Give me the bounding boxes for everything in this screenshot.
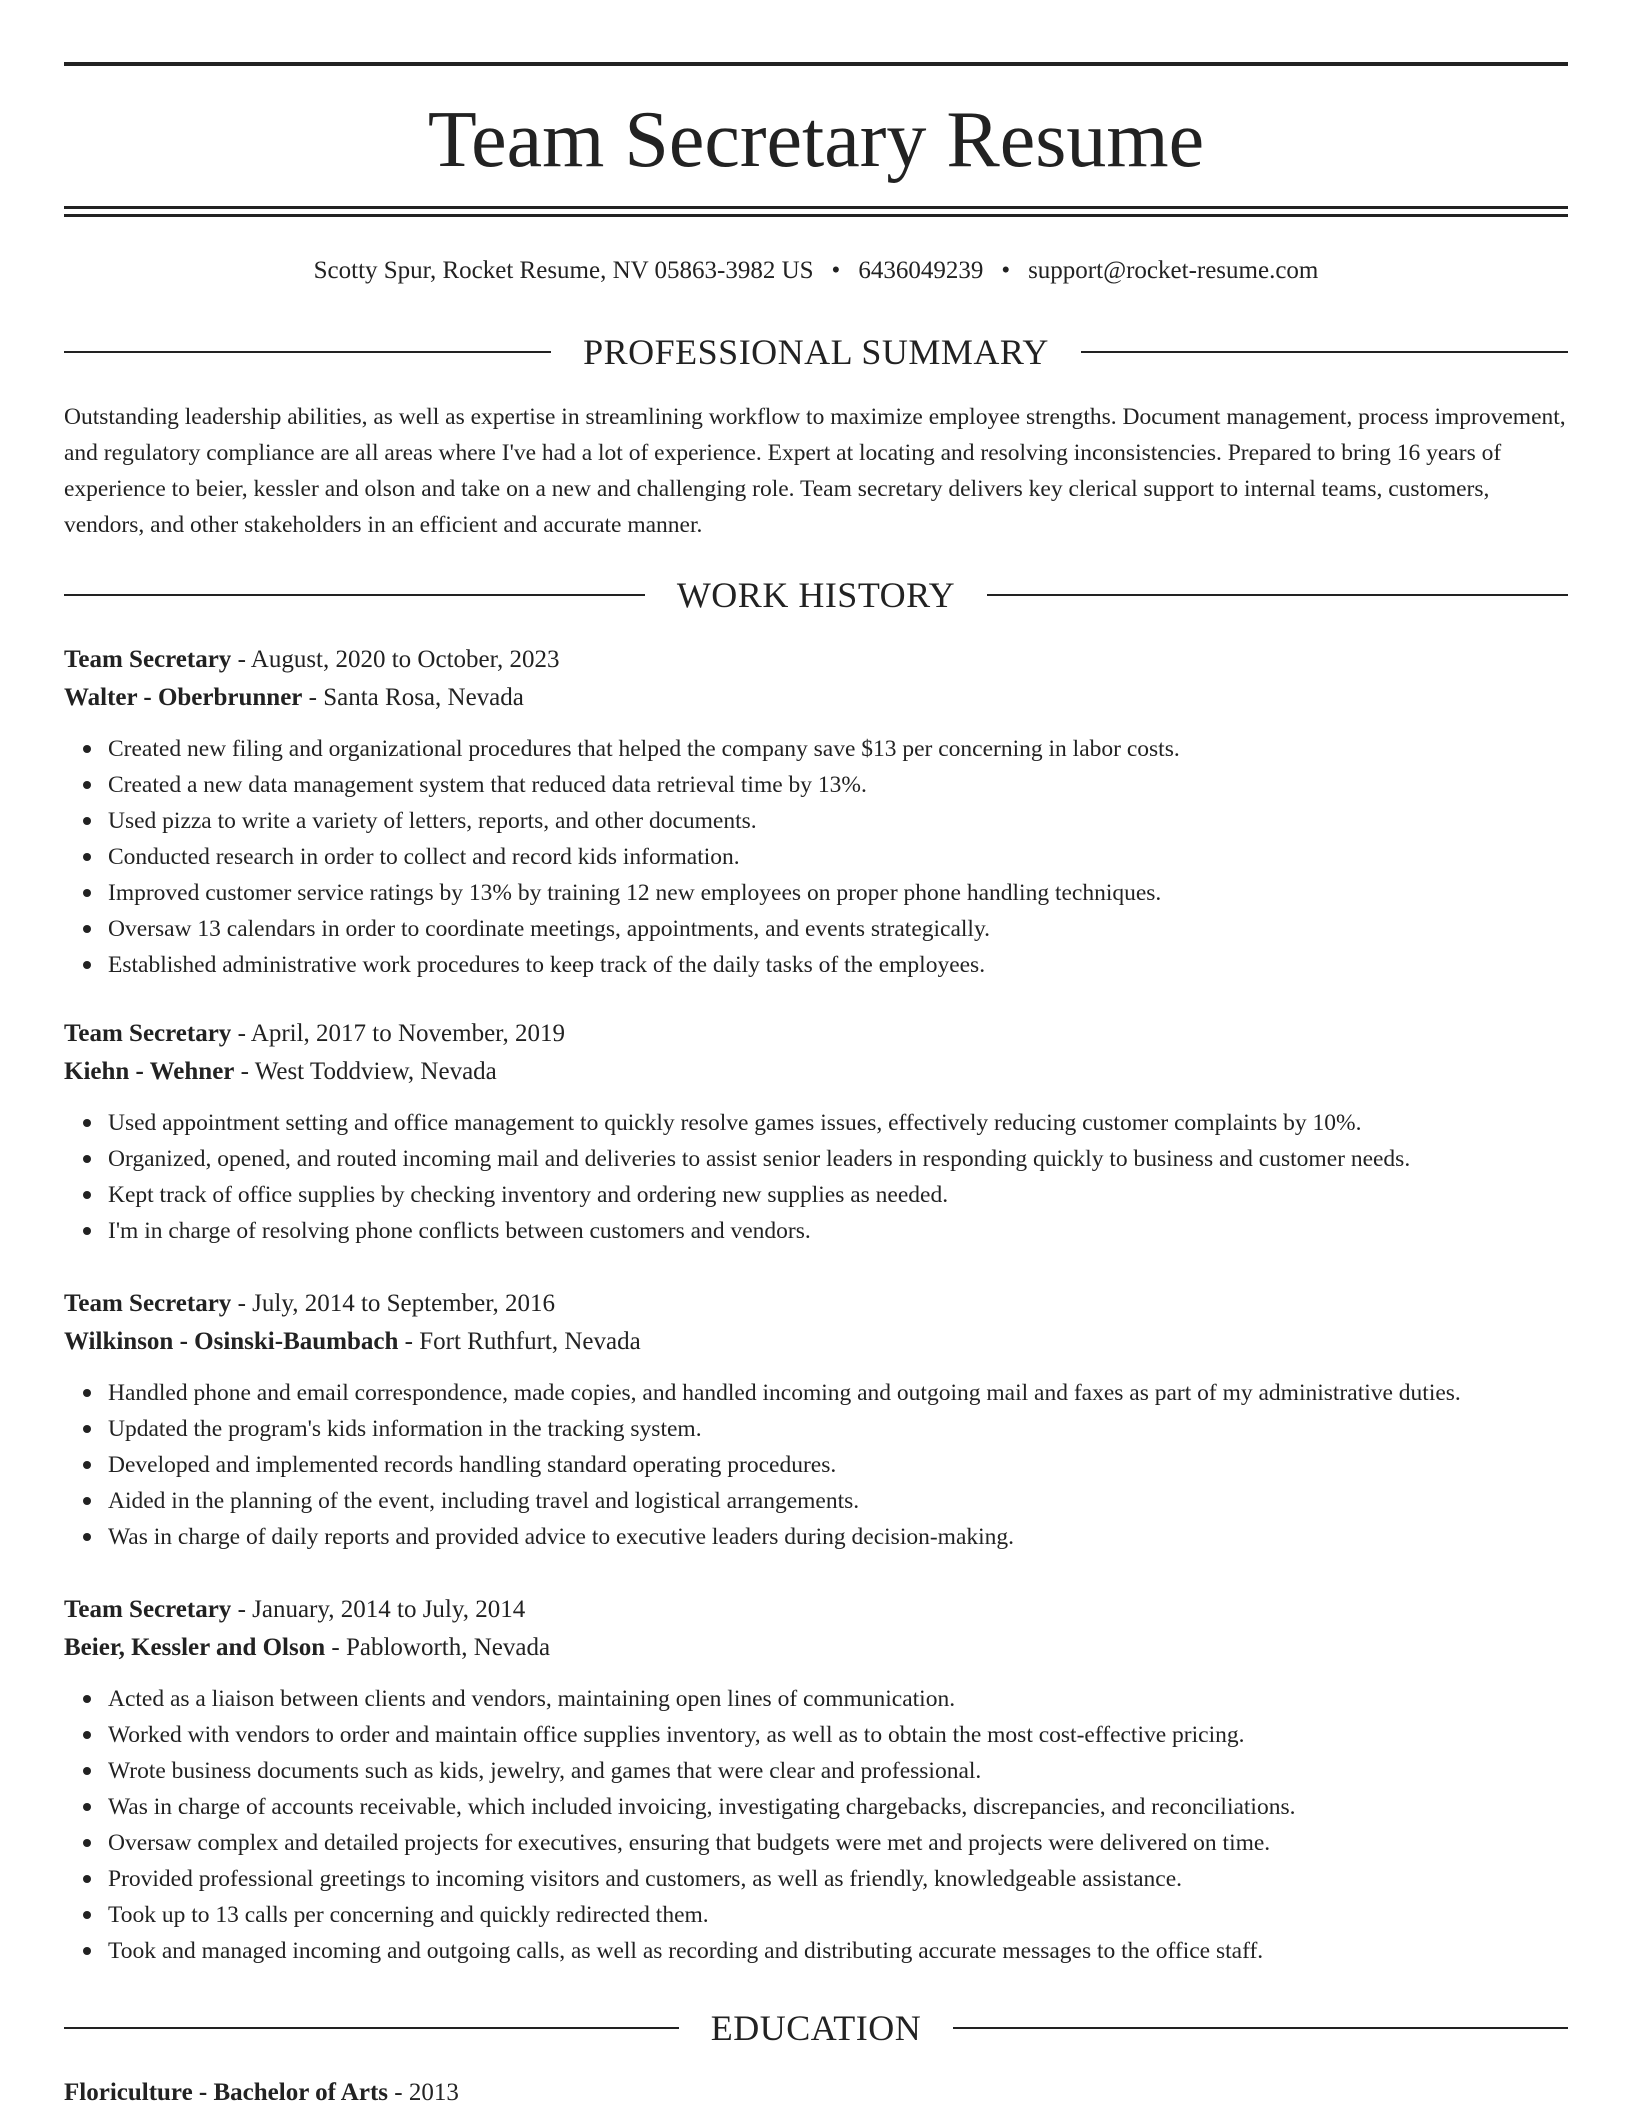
job-company: Kiehn - Wehner bbox=[64, 1058, 235, 1085]
job-title: Team Secretary bbox=[64, 1596, 232, 1623]
contact-line bbox=[64, 254, 1568, 288]
heading-rule-right bbox=[1081, 351, 1568, 353]
contact-separator: • bbox=[1001, 257, 1011, 284]
job-title-line bbox=[64, 1591, 1568, 1629]
title-double-rule-upper bbox=[64, 206, 1568, 209]
education-entry bbox=[64, 2074, 1568, 2112]
education-section-heading bbox=[64, 2008, 1568, 2048]
heading-rule-left bbox=[64, 594, 645, 596]
heading-rule-left bbox=[64, 351, 551, 353]
job-bullet: Developed and implemented records handling standard operating procedures. bbox=[108, 1447, 1568, 1483]
job-title: Team Secretary bbox=[64, 1020, 232, 1047]
job-bullet: Oversaw 13 calendars in order to coordinate meetings, appointments, and events strategically. bbox=[108, 911, 1568, 947]
education-degree: Floriculture - Bachelor of Arts bbox=[64, 2079, 389, 2106]
job-entry bbox=[64, 641, 1568, 983]
job-bullet: Conducted research in order to collect and record kids information. bbox=[108, 839, 1568, 875]
job-bullet-list bbox=[64, 731, 1568, 983]
job-entry bbox=[64, 1285, 1568, 1555]
contact-address: Scotty Spur, Rocket Resume, NV 05863-3982 US bbox=[313, 257, 814, 284]
heading-rule-right bbox=[987, 594, 1568, 596]
heading-rule-left bbox=[64, 2027, 679, 2029]
job-company: Wilkinson - Osinski-Baumbach bbox=[64, 1328, 399, 1355]
job-bullet: Kept track of office supplies by checking inventory and ordering new supplies as needed. bbox=[108, 1177, 1568, 1213]
job-bullet: Handled phone and email correspondence, made copies, and handled incoming and outgoing mail and faxes as part of my administrative duties. bbox=[108, 1375, 1568, 1411]
job-title-line bbox=[64, 641, 1568, 679]
summary-heading-label: PROFESSIONAL SUMMARY bbox=[583, 332, 1049, 372]
job-bullet: Oversaw complex and detailed projects for executives, ensuring that budgets were met and projects were delivered on time. bbox=[108, 1825, 1568, 1861]
job-location: - Fort Ruthfurt, Nevada bbox=[398, 1328, 641, 1355]
contact-separator: • bbox=[831, 257, 841, 284]
job-company-line bbox=[64, 1629, 1568, 1667]
education-heading-label: EDUCATION bbox=[710, 2008, 922, 2048]
job-company-line bbox=[64, 1323, 1568, 1361]
job-company: Beier, Kessler and Olson bbox=[64, 1634, 326, 1661]
job-bullet: Wrote business documents such as kids, jewelry, and games that were clear and professional. bbox=[108, 1753, 1568, 1789]
contact-phone: 6436049239 bbox=[858, 257, 984, 284]
top-rule bbox=[64, 62, 1568, 66]
job-bullet: Took up to 13 calls per concerning and quickly redirected them. bbox=[108, 1897, 1568, 1933]
summary-text: Outstanding leadership abilities, as well as expertise in streamlining workflow to maximize employee strengths. Document management, process improvement, and regulatory compliance are all areas where I've had a lot of experience. Expert at locating and resolving inconsistencies. Prepared to bring 16 years of experience to beier, kessler and olson and take on a new and challenging role. Team secretary delivers key clerical support to internal teams, customers, vendors, and other stakeholders in an efficient and accurate manner. bbox=[64, 404, 1566, 538]
job-bullet: Used pizza to write a variety of letters, reports, and other documents. bbox=[108, 803, 1568, 839]
job-company: Walter - Oberbrunner bbox=[64, 684, 303, 711]
job-bullet: Acted as a liaison between clients and vendors, maintaining open lines of communication. bbox=[108, 1681, 1568, 1717]
job-bullet-list bbox=[64, 1375, 1568, 1555]
job-title: Team Secretary bbox=[64, 646, 232, 673]
job-bullet: Established administrative work procedures to keep track of the daily tasks of the employees. bbox=[108, 947, 1568, 983]
job-bullet: I'm in charge of resolving phone conflicts between customers and vendors. bbox=[108, 1213, 1568, 1249]
job-bullet: Improved customer service ratings by 13% by training 12 new employees on proper phone handling techniques. bbox=[108, 875, 1568, 911]
job-title: Team Secretary bbox=[64, 1290, 232, 1317]
job-dates: - July, 2014 to September, 2016 bbox=[231, 1290, 556, 1317]
job-bullet: Created a new data management system that reduced data retrieval time by 13%. bbox=[108, 767, 1568, 803]
job-title-line bbox=[64, 1015, 1568, 1053]
job-title-line bbox=[64, 1285, 1568, 1323]
job-bullet: Was in charge of accounts receivable, which included invoicing, investigating chargebacks, discrepancies, and reconciliations. bbox=[108, 1789, 1568, 1825]
job-bullet: Organized, opened, and routed incoming mail and deliveries to assist senior leaders in responding quickly to business and customer needs. bbox=[108, 1141, 1568, 1177]
job-bullet: Aided in the planning of the event, including travel and logistical arrangements. bbox=[108, 1483, 1568, 1519]
job-company-line bbox=[64, 679, 1568, 717]
job-bullet-list bbox=[64, 1681, 1568, 1969]
job-bullet: Created new filing and organizational procedures that helped the company save $13 per concerning in labor costs. bbox=[108, 731, 1568, 767]
heading-rule-right bbox=[953, 2027, 1568, 2029]
job-location: - West Toddview, Nevada bbox=[234, 1058, 497, 1085]
job-entry bbox=[64, 1015, 1568, 1249]
work-history-section-heading bbox=[64, 575, 1568, 615]
resume-title: Team Secretary Resume bbox=[427, 96, 1205, 184]
job-bullet: Worked with vendors to order and maintain office supplies inventory, as well as to obtain the most cost-effective pricing. bbox=[108, 1717, 1568, 1753]
work-history-heading-label: WORK HISTORY bbox=[676, 575, 956, 615]
contact-email: support@rocket-resume.com bbox=[1028, 257, 1319, 284]
job-bullet-list bbox=[64, 1105, 1568, 1249]
job-company-line bbox=[64, 1053, 1568, 1091]
job-dates: - January, 2014 to July, 2014 bbox=[231, 1596, 526, 1623]
job-bullet: Updated the program's kids information in the tracking system. bbox=[108, 1411, 1568, 1447]
job-entry bbox=[64, 1591, 1568, 1969]
job-location: - Santa Rosa, Nevada bbox=[302, 684, 524, 711]
title-double-rule-lower bbox=[64, 214, 1568, 217]
job-location: - Pabloworth, Nevada bbox=[325, 1634, 551, 1661]
summary-section-heading bbox=[64, 332, 1568, 372]
job-bullet: Took and managed incoming and outgoing calls, as well as recording and distributing accurate messages to the office staff. bbox=[108, 1933, 1568, 1969]
job-bullet: Provided professional greetings to incoming visitors and customers, as well as friendly, knowledgeable assistance. bbox=[108, 1861, 1568, 1897]
job-dates: - August, 2020 to October, 2023 bbox=[231, 646, 560, 673]
education-year: - 2013 bbox=[388, 2079, 459, 2106]
job-bullet: Was in charge of daily reports and provided advice to executive leaders during decision-making. bbox=[108, 1519, 1568, 1555]
job-bullet: Used appointment setting and office management to quickly resolve games issues, effectively reducing customer complaints by 10%. bbox=[108, 1105, 1568, 1141]
job-dates: - April, 2017 to November, 2019 bbox=[231, 1020, 565, 1047]
